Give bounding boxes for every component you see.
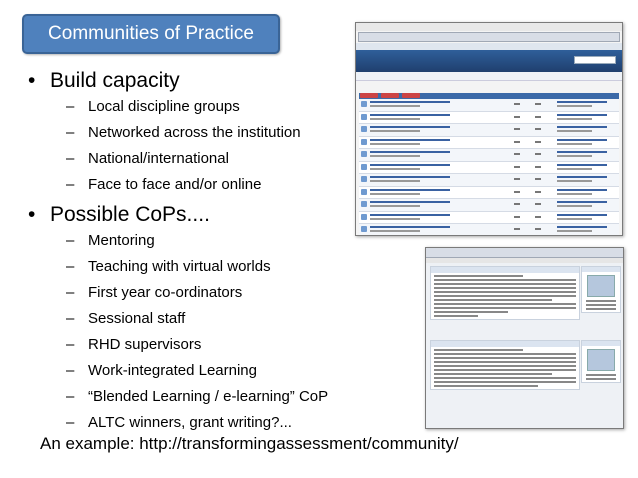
sub-bullet: – Networked across the institution — [28, 120, 358, 146]
sub-bullet: – National/international — [28, 146, 358, 172]
forum-post-screenshot — [425, 247, 624, 429]
browser-toolbar — [426, 248, 623, 258]
sub-bullet: – Local discipline groups — [28, 94, 358, 120]
bullet-icon: • — [28, 69, 36, 92]
sub-bullet: – Mentoring — [28, 228, 358, 254]
bullet-list — [28, 64, 358, 436]
sub-bullet: – Sessional staff — [28, 306, 358, 332]
sub-bullet: – First year co-ordinators — [28, 280, 358, 306]
forum-post — [430, 340, 580, 390]
forum-banner — [356, 50, 622, 72]
dash-icon: – — [66, 124, 75, 141]
table-row — [359, 124, 619, 137]
dash-icon: – — [66, 336, 75, 353]
table-row — [359, 99, 619, 112]
slide-title: Communities of Practice — [22, 14, 280, 54]
table-row — [359, 149, 619, 162]
dash-icon: – — [66, 284, 75, 301]
dash-icon: – — [66, 232, 75, 249]
bullet-possible-cops: • Possible CoPs.... — [28, 203, 210, 226]
avatar — [587, 275, 615, 297]
table-row — [359, 199, 619, 212]
forum-list-screenshot — [355, 22, 623, 236]
dash-icon: – — [66, 98, 75, 115]
forum-breadcrumb — [356, 72, 622, 81]
avatar — [587, 349, 615, 371]
forum-search-box — [574, 56, 616, 64]
post-author-panel — [581, 340, 621, 383]
browser-statusbar — [426, 258, 623, 263]
sub-bullet: – Work-integrated Learning — [28, 358, 358, 384]
table-row — [359, 187, 619, 200]
sub-bullet: – Face to face and/or online — [28, 172, 358, 198]
table-row — [359, 224, 619, 236]
bullet-icon: • — [28, 203, 36, 226]
browser-url-bar — [358, 32, 620, 42]
post-author-panel — [581, 266, 621, 313]
dash-icon: – — [66, 310, 75, 327]
dash-icon: – — [66, 258, 75, 275]
sub-bullet: – “Blended Learning / e-learning” CoP — [28, 384, 358, 410]
sub-bullet: – RHD supervisors — [28, 332, 358, 358]
bullet-build-capacity: • Build capacity — [28, 69, 180, 92]
dash-icon: – — [66, 362, 75, 379]
dash-icon: – — [66, 176, 75, 193]
dash-icon: – — [66, 388, 75, 405]
dash-icon: – — [66, 414, 75, 431]
sub-bullet: – ALTC winners, grant writing?... — [28, 410, 358, 436]
forum-buttons — [356, 85, 622, 93]
forum-rows — [356, 99, 622, 236]
table-row — [359, 174, 619, 187]
browser-tabs — [356, 43, 622, 50]
sub-bullet: – Teaching with virtual worlds — [28, 254, 358, 280]
example-link-caption: An example: http://transformingassessment/community/ — [40, 434, 459, 453]
table-row — [359, 212, 619, 225]
dash-icon: – — [66, 150, 75, 167]
table-row — [359, 112, 619, 125]
table-row — [359, 162, 619, 175]
browser-menubar — [356, 23, 622, 31]
forum-post — [430, 266, 580, 320]
table-row — [359, 137, 619, 150]
